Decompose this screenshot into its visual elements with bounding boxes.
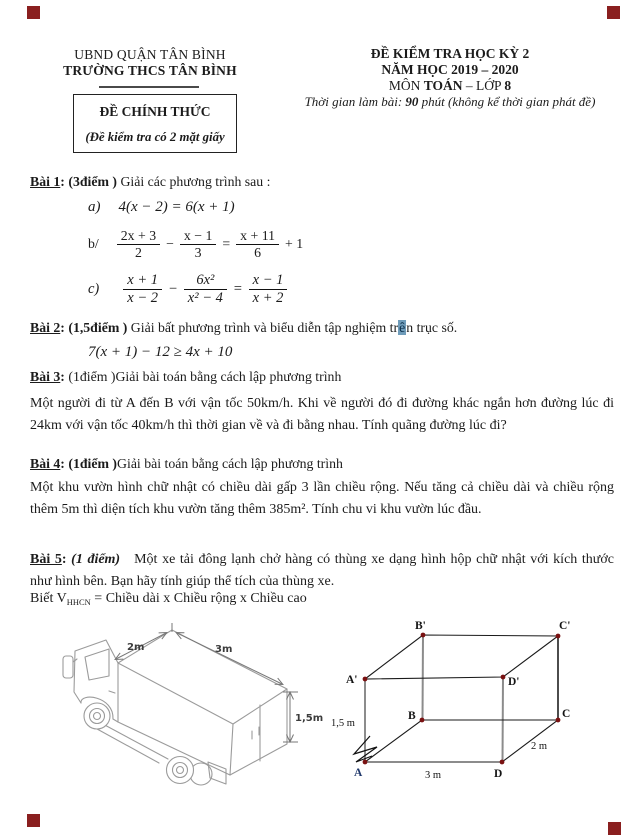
problem2-points: (1,5điểm ) xyxy=(68,320,128,335)
problem2-text-end: n trục số. xyxy=(406,320,458,335)
problem2-text: Giải bất phương trình và biểu diễn tập nghiệm tr xyxy=(127,320,399,335)
problem4-paragraph: Một khu vườn hình chữ nhật có chiều dài gấp 3 lần chiều rộng. Nếu tăng cả chiều dài và chiều rộng thêm 5m thì diện tích khu vườn tăng thêm 385m². Tính chu vi khu vườn lúc đầu. xyxy=(30,480,614,517)
problem5-paragraph xyxy=(30,549,614,592)
vertex-label-c: C xyxy=(562,708,571,720)
subject-prefix: MÔN xyxy=(388,78,424,93)
vertex-label-a: A xyxy=(354,767,363,779)
problem4-heading xyxy=(30,456,614,472)
problem3-heading xyxy=(30,369,614,385)
equals-operator: = xyxy=(222,236,231,252)
problem4-points: (1điểm ) xyxy=(68,456,118,471)
equation-1a-body: 4(x − 2) = 6(x + 1) xyxy=(118,199,235,215)
minus-operator: − xyxy=(166,236,174,252)
formula-subscript: HHCN xyxy=(66,597,91,607)
formula-body: = Chiều dài x Chiều rộng x Chiều cao xyxy=(90,591,307,606)
problem3-label: Bài 3 xyxy=(30,369,61,384)
highlight-artifact: ê xyxy=(399,320,406,335)
vertex-label-a-prime: A' xyxy=(346,674,358,686)
fraction: $\frac{x - 1}{x + 2}$ xyxy=(249,272,288,306)
equation-1c-label: c) xyxy=(88,280,100,297)
volume-formula xyxy=(30,591,307,607)
subject-line xyxy=(272,78,628,94)
problem3-paragraph: Một người đi từ A đến B với vận tốc 50km/h. Khi về người đó đi đường khác ngắn hơn đường lúc đi 24km với vận tốc 40km/h thì thời gian về và đi bằng nhau. Tính quãng đường lúc đi? xyxy=(30,396,614,433)
vertex-label-d-prime: D' xyxy=(508,676,520,688)
vertex-label-b: B xyxy=(408,710,416,722)
issuer-line2: TRƯỜNG THCS TÂN BÌNH xyxy=(63,63,237,78)
prism-height-label: 1,5 m xyxy=(331,718,355,729)
grade-number: 8 xyxy=(504,78,512,93)
problem5-text: Một xe tải đông lạnh chở hàng có thùng xe dạng hình hộp chữ nhật với kích thước như hình bên. Bạn hãy tính giúp thể tích của thùng xe. xyxy=(30,552,615,589)
fraction: $\frac{x + 11}{6}$ xyxy=(236,228,279,261)
school-year: NĂM HỌC 2019 – 2020 xyxy=(381,62,519,77)
problem2-colon: : xyxy=(60,320,69,335)
equals-operator: = xyxy=(232,280,243,297)
vertex-label-d: D xyxy=(494,768,503,780)
problem4-colon: : xyxy=(60,456,69,471)
subject-name: TOÁN xyxy=(423,78,463,93)
prism-figure xyxy=(330,615,630,800)
fraction: $\frac{2x + 3}{2}$ xyxy=(117,228,160,261)
official-exam-box xyxy=(73,94,237,153)
truck-figure xyxy=(30,612,330,812)
fraction: $\frac{\text{6x²}}{\text{x² − 4}}$ xyxy=(184,272,227,306)
exam-title: ĐỀ KIỂM TRA HỌC KỲ 2 xyxy=(370,46,530,61)
official-exam-title: ĐỀ CHÍNH THỨC xyxy=(99,104,211,119)
vertex-label-c-prime: C' xyxy=(559,620,571,632)
problem1-label: Bài 1 xyxy=(30,174,61,189)
problem5-points: (1 điểm) xyxy=(71,552,121,567)
equation-1a-label: a) xyxy=(88,199,101,215)
formula-prefix: Biết V xyxy=(30,591,67,606)
problem3-points: (1điểm ) xyxy=(68,369,116,384)
grade-prefix: – LỚP xyxy=(462,78,505,93)
problem5-label: Bài 5 xyxy=(30,552,62,567)
equation-1b xyxy=(88,228,303,261)
issuer-block xyxy=(30,47,270,79)
vertex-label-b-prime: B' xyxy=(415,620,426,632)
truck-dimension-lines xyxy=(116,623,298,742)
minus-operator: − xyxy=(168,280,178,297)
prism-length-label: 3 m xyxy=(425,770,442,781)
problem1-text: Giải các phương trình sau : xyxy=(117,174,271,189)
problem1-points: (3điểm ) xyxy=(68,174,118,189)
truck-width-label: 2m xyxy=(127,642,145,653)
truck-height-label: 1,5m xyxy=(295,713,324,724)
duration-prefix: Thời gian làm bài: xyxy=(304,94,406,109)
official-exam-subtitle: (Đề kiểm tra có 2 mặt giấy xyxy=(85,130,225,144)
duration-suffix: phút (không kể thời gian phát đề) xyxy=(418,94,596,109)
duration-line xyxy=(272,94,628,110)
exam-title-block xyxy=(272,46,628,110)
problem4-label: Bài 4 xyxy=(30,456,61,471)
problem3-text: Giải bài toán bằng cách lập phương trình xyxy=(115,369,342,384)
truck-sketch xyxy=(63,630,287,785)
problem2-label: Bài 2 xyxy=(30,320,61,335)
problem3-colon: : xyxy=(60,369,69,384)
equation-1a xyxy=(88,199,235,216)
corner-mark-top-right xyxy=(607,6,620,19)
problem5-colon: : xyxy=(61,552,72,567)
prism-edges xyxy=(365,635,558,762)
duration-minutes: 90 xyxy=(405,94,419,109)
issuer-line1: UBND QUẬN TÂN BÌNH xyxy=(74,47,226,62)
prism-width-label: 2 m xyxy=(531,741,548,752)
prism-vertical-edges xyxy=(365,635,558,762)
corner-mark-bottom-right xyxy=(608,822,621,835)
truck-length-label: 3m xyxy=(215,644,233,655)
equation-1b-label: b/ xyxy=(88,236,99,252)
plus-one-term: + 1 xyxy=(285,236,304,252)
equation-1c xyxy=(88,272,287,306)
problem4-text: Giải bài toán bằng cách lập phương trình xyxy=(117,456,343,471)
problem1-heading xyxy=(30,174,614,190)
problem1-colon: : xyxy=(60,174,69,189)
fraction: $\frac{x - 1}{3}$ xyxy=(180,228,216,261)
fraction: $\frac{x + 1}{x - 2}$ xyxy=(123,272,162,306)
problem2-heading xyxy=(30,320,614,336)
header-divider xyxy=(99,86,199,88)
corner-mark-top-left xyxy=(27,6,40,19)
equation-2: 7(x + 1) − 12 ≥ 4x + 10 xyxy=(88,344,233,360)
corner-mark-bottom-left xyxy=(27,814,40,827)
